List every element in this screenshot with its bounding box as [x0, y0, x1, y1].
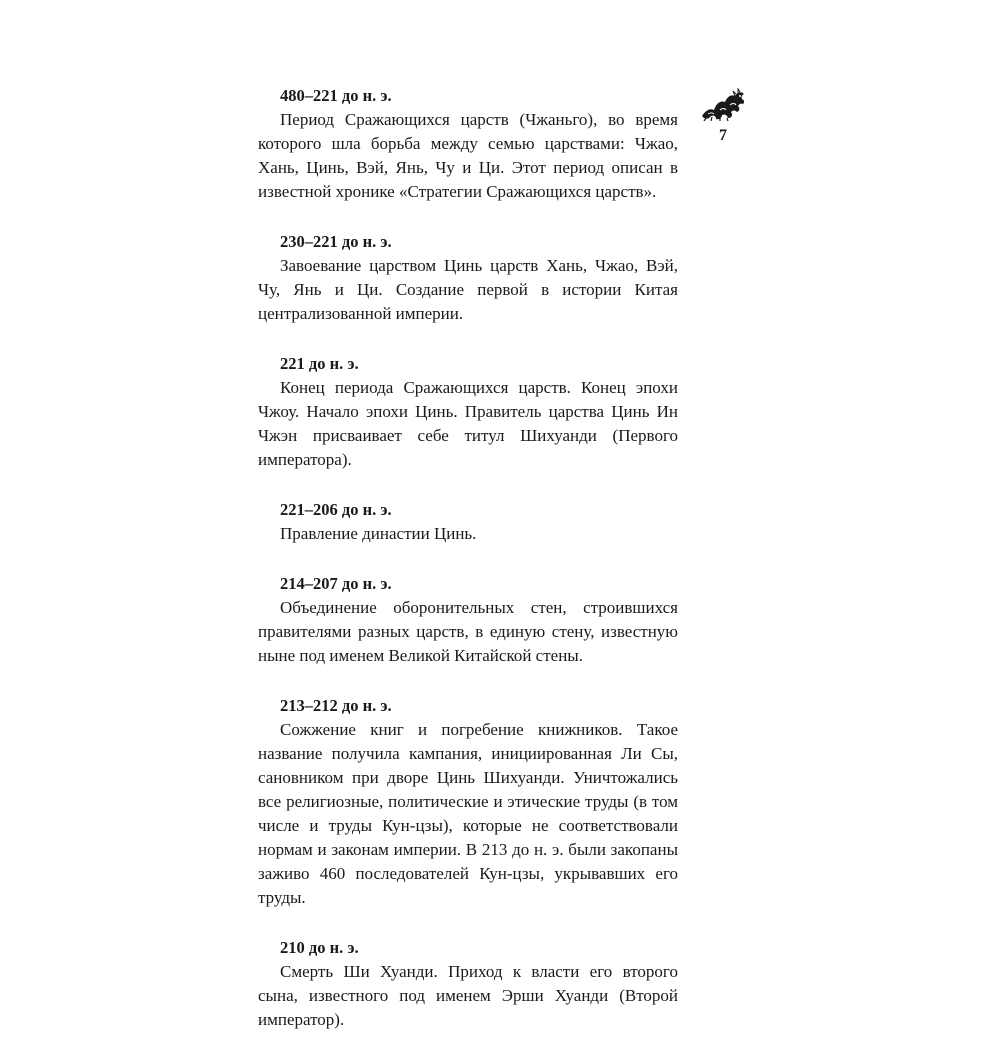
- entry-date: 221–206 до н. э.: [280, 500, 392, 519]
- chronology-entry: [258, 694, 678, 910]
- entry-date: 214–207 до н. э.: [280, 574, 392, 593]
- entry-text: Сожжение книг и погребение книжников. Такое название получила кампания, инициированная Ли Сы, сановником при дворе Цинь Шихуанди. Уничтожались все религиозные, политические и этические труды (в том числе и труды Кун-цзы), которые не соответствовали нормам и законам империи. В 213 до н. э. были закопаны заживо 460 последователей Кун-цзы, укрывавших его труды.: [258, 720, 678, 907]
- chronology-entry: [258, 572, 678, 668]
- chronology-entry: [258, 230, 678, 326]
- entry-text: Завоевание царством Цинь царств Хань, Чжао, Вэй, Чу, Янь и Ци. Создание первой в истории Китая централизованной империи.: [258, 256, 678, 323]
- entry-date: 210 до н. э.: [280, 938, 359, 957]
- chronology-entry: [258, 936, 678, 1032]
- entry-text: Правление династии Цинь.: [280, 524, 477, 543]
- entry-date: 230–221 до н. э.: [280, 232, 392, 251]
- chronology-entry: [258, 498, 678, 546]
- page-number: 7: [719, 127, 727, 144]
- chronology-list: [258, 84, 678, 1058]
- dragon-icon: [700, 88, 746, 122]
- entry-text: Объединение оборонительных стен, строившихся правителями разных царств, в единую стену, известную ныне под именем Великой Китайской стены.: [258, 598, 678, 665]
- entry-date: 213–212 до н. э.: [280, 696, 392, 715]
- chronology-entry: [258, 84, 678, 204]
- entry-date: 221 до н. э.: [280, 354, 359, 373]
- entry-date: 480–221 до н. э.: [280, 86, 392, 105]
- chronology-entry: [258, 352, 678, 472]
- entry-text: Период Сражающихся царств (Чжаньго), во время которого шла борьба между семью царствами: Чжао, Хань, Цинь, Вэй, Янь, Чу и Ци. Этот период описан в известной хронике «Стратегии Сражающихся царств».: [258, 110, 678, 201]
- entry-text: Смерть Ши Хуанди. Приход к власти его второго сына, известного под именем Эрши Хуанди (Второй император).: [258, 962, 678, 1029]
- entry-text: Конец периода Сражающихся царств. Конец эпохи Чжоу. Начало эпохи Цинь. Правитель царства Цинь Ин Чжэн присваивает себе титул Шихуанди (Первого императора).: [258, 378, 678, 469]
